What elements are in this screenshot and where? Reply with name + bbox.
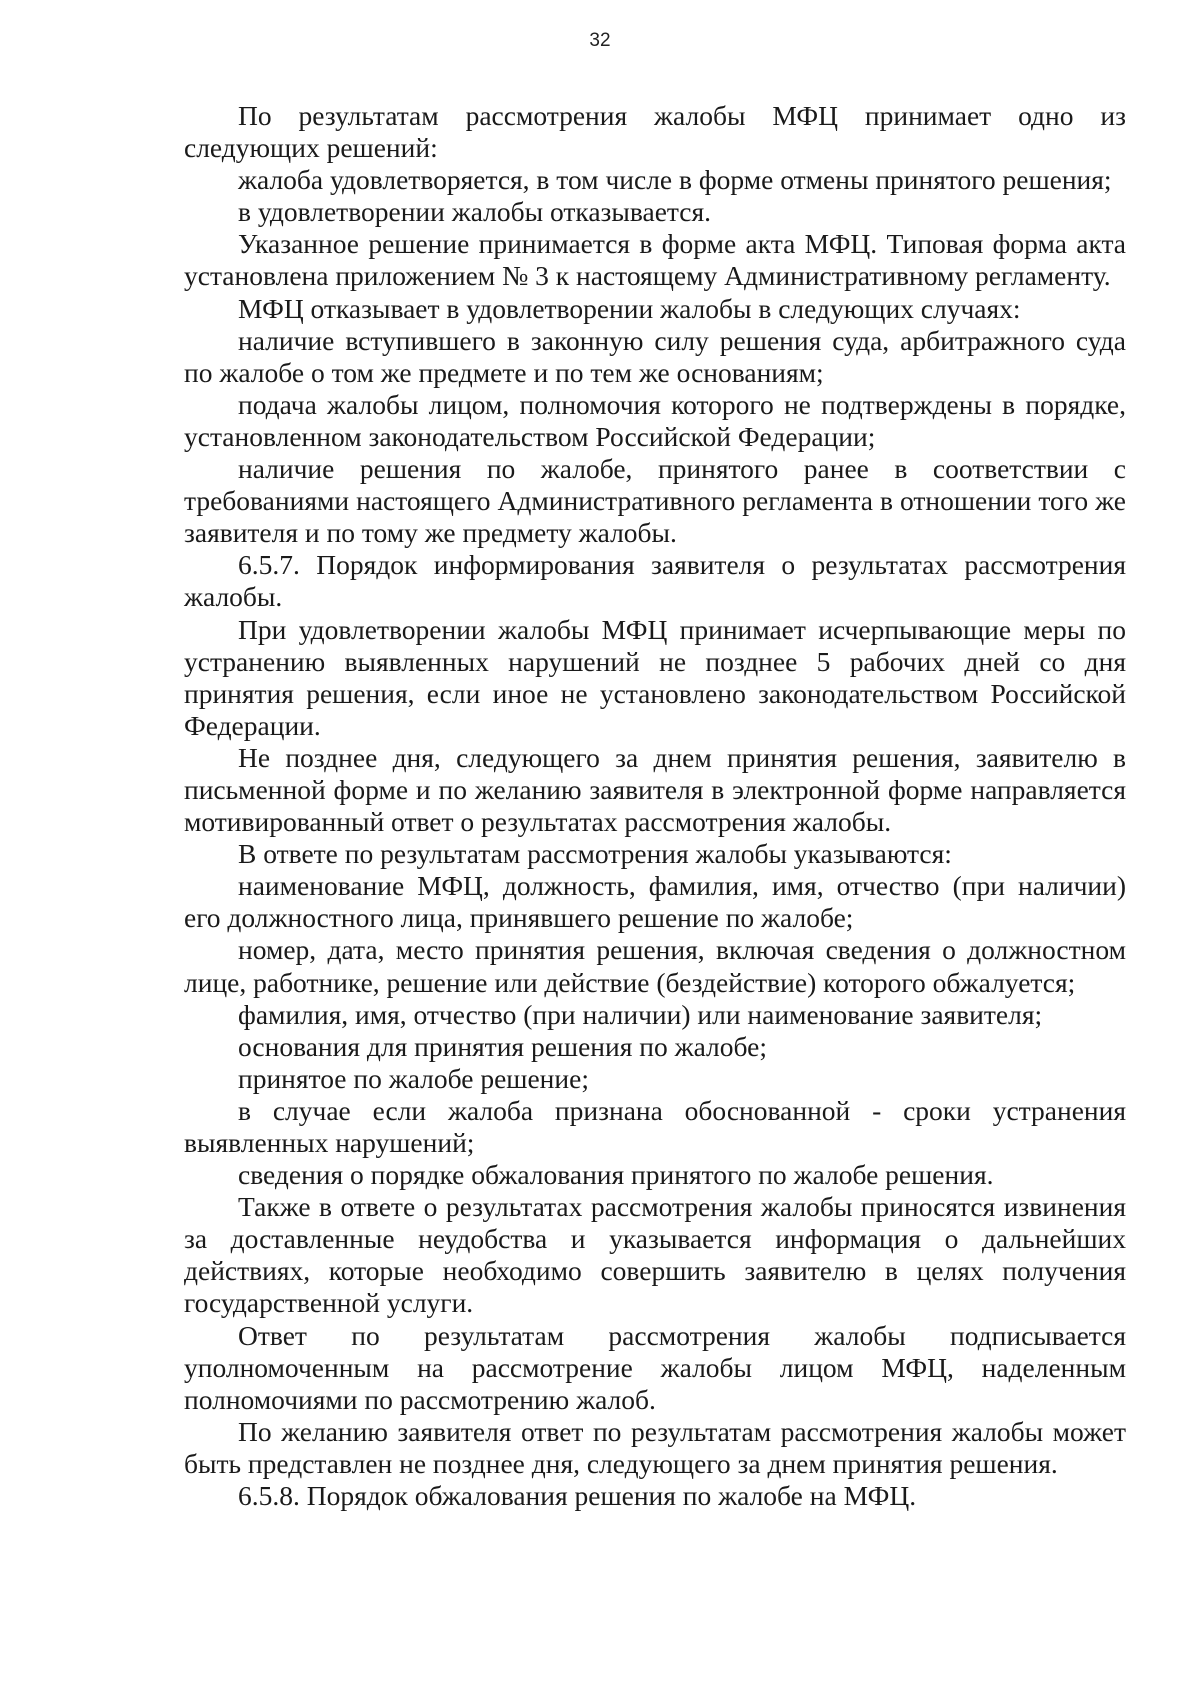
- paragraph: жалоба удовлетворяется, в том числе в форме отмены принятого решения;: [238, 164, 1112, 196]
- paragraph: сведения о порядке обжалования принятого по жалобе решения.: [238, 1159, 994, 1191]
- section-heading: 6.5.8. Порядок обжалования решения по жалобе на МФЦ.: [238, 1480, 917, 1512]
- paragraph: в случае если жалоба признана обоснованной - сроки устранения выявленных нарушений;: [184, 1094, 1126, 1158]
- paragraph: в удовлетворении жалобы отказывается.: [238, 196, 711, 228]
- paragraph: МФЦ отказывает в удовлетворении жалобы в следующих случаях:: [238, 292, 1021, 324]
- paragraph: Также в ответе о результатах рассмотрения жалобы приносятся извинения за доставленные неудобства и указывается информация о дальнейших действиях, которые необходимо совершить заявителю в целях получения государственной услуги.: [184, 1191, 1126, 1319]
- page-number: 32: [589, 30, 611, 51]
- paragraph: основания для принятия решения по жалобе;: [238, 1030, 767, 1062]
- paragraph: Не позднее дня, следующего за днем принятия решения, заявителю в письменной форме и по желанию заявителя в электронной форме направляется мотивированный ответ о результатах рассмотрения жалобы.: [184, 741, 1126, 838]
- paragraph: В ответе по результатам рассмотрения жалобы указываются:: [238, 838, 952, 870]
- section-heading: 6.5.7. Порядок информирования заявителя о результатах рассмотрения жалобы.: [184, 549, 1126, 613]
- paragraph: При удовлетворении жалобы МФЦ принимает исчерпывающие меры по устранению выявленных нарушений не позднее 5 рабочих дней со дня принятия решения, если иное не установлено законодательством Российской Федерации.: [184, 613, 1126, 741]
- paragraph: Указанное решение принимается в форме акта МФЦ. Типовая форма акта установлена приложением № 3 к настоящему Административному регламенту.: [184, 228, 1126, 292]
- paragraph: наименование МФЦ, должность, фамилия, имя, отчество (при наличии) его должностного лица, принявшего решение по жалобе;: [184, 870, 1126, 934]
- paragraph: По желанию заявителя ответ по результатам рассмотрения жалобы может быть представлен не позднее дня, следующего за днем принятия решения.: [184, 1415, 1126, 1479]
- paragraph: номер, дата, место принятия решения, включая сведения о должностном лице, работнике, решение или действие (бездействие) которого обжалуется;: [184, 934, 1126, 998]
- paragraph: подача жалобы лицом, полномочия которого не подтверждены в порядке, установленном законодательством Российской Федерации;: [184, 388, 1126, 452]
- paragraph: наличие вступившего в законную силу решения суда, арбитражного суда по жалобе о том же предмете и по тем же основаниям;: [184, 324, 1126, 388]
- paragraph: фамилия, имя, отчество (при наличии) или наименование заявителя;: [238, 998, 1043, 1030]
- paragraph: Ответ по результатам рассмотрения жалобы подписывается уполномоченным на рассмотрение жалобы лицом МФЦ, наделенным полномочиями по рассмотрению жалоб.: [184, 1319, 1126, 1415]
- document-body: [184, 100, 1126, 1512]
- paragraph: принятое по жалобе решение;: [238, 1062, 589, 1094]
- paragraph: По результатам рассмотрения жалобы МФЦ принимает одно из следующих решений:: [184, 100, 1126, 164]
- paragraph: наличие решения по жалобе, принятого ранее в соответствии с требованиями настоящего Административного регламента в отношении того же заявителя и по тому же предмету жалобы.: [184, 453, 1126, 549]
